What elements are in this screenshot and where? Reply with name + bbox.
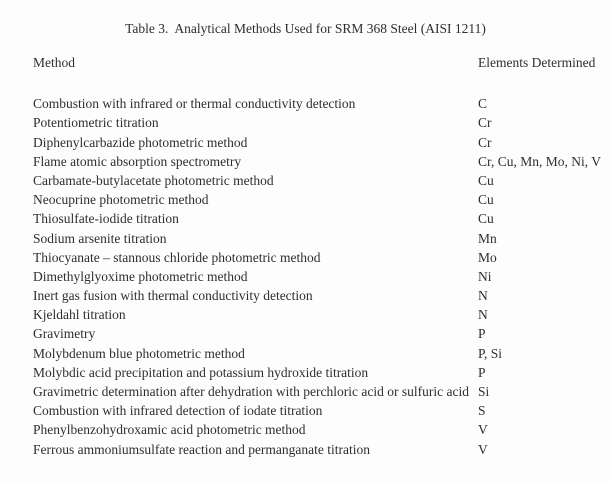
method-cell: Flame atomic absorption spectrometry [33,153,242,169]
table-row [33,152,607,171]
elements-cell: Mn [478,230,497,246]
table-body [33,94,607,459]
method-cell: Ferrous ammoniumsulfate reaction and permanganate titration [33,441,371,457]
method-cell: Combustion with infrared or thermal conductivity detection [33,96,356,112]
table-row [33,382,607,401]
elements-cell: Cu [478,192,494,208]
elements-cell: Ni [478,268,492,284]
column-header-elements: Elements Determined [478,55,596,70]
elements-cell: P [478,326,486,342]
elements-cell: Cr [478,115,492,131]
elements-cell: P [478,364,486,380]
elements-cell: Cu [478,211,494,227]
elements-cell: Cr [478,134,492,150]
table-row [33,363,607,382]
elements-cell: S [478,403,486,419]
table-row [33,133,607,152]
elements-cell: V [478,441,488,457]
elements-cell: P, Si [478,345,503,361]
method-cell: Molybdenum blue photometric method [33,345,245,361]
method-cell: Carbamate-butylacetate photometric method [33,172,274,188]
method-cell: Diphenylcarbazide photometric method [33,134,248,150]
table-row [33,401,607,420]
method-cell: Inert gas fusion with thermal conductivity detection [33,288,313,304]
elements-cell: N [478,288,488,304]
table-header-row [33,53,607,72]
table-row [33,440,607,459]
table-row [33,344,607,363]
table-row [33,324,607,343]
method-cell: Thiocyanate – stannous chloride photometric method [33,249,321,265]
table-row [33,229,607,248]
table-row [33,94,607,113]
analytical-methods-table [33,53,607,459]
table-row [33,286,607,305]
table-row [33,267,607,286]
elements-cell: N [478,307,488,323]
method-cell: Combustion with infrared detection of iodate titration [33,403,323,419]
elements-cell: Cu [478,172,494,188]
table-row [33,190,607,209]
method-cell: Sodium arsenite titration [33,230,167,246]
method-cell: Dimethylglyoxime photometric method [33,268,248,284]
elements-cell: C [478,96,488,112]
method-cell: Thiosulfate-iodide titration [33,211,179,227]
elements-cell: Cr, Cu, Mn, Mo, Ni, V [478,153,601,169]
table-row [33,113,607,132]
method-cell: Molybdic acid precipitation and potassium hydroxide titration [33,364,369,380]
table-row [33,171,607,190]
table-row [33,248,607,267]
method-cell: Phenylbenzohydroxamic acid photometric method [33,422,306,438]
method-cell: Kjeldahl titration [33,307,126,323]
table-row [33,420,607,439]
method-cell: Potentiometric titration [33,115,159,131]
table-row [33,305,607,324]
elements-cell: Si [478,384,490,400]
table-title: Table 3. Analytical Methods Used for SRM 368 Steel (AISI 1211) [125,21,486,36]
table-row [33,209,607,228]
elements-cell: Mo [478,249,497,265]
method-cell: Neocuprine photometric method [33,192,209,208]
method-cell: Gravimetric determination after dehydration with perchloric acid or sulfuric acid [33,384,469,400]
elements-cell: V [478,422,488,438]
column-header-method: Method [33,55,75,70]
method-cell: Gravimetry [33,326,96,342]
